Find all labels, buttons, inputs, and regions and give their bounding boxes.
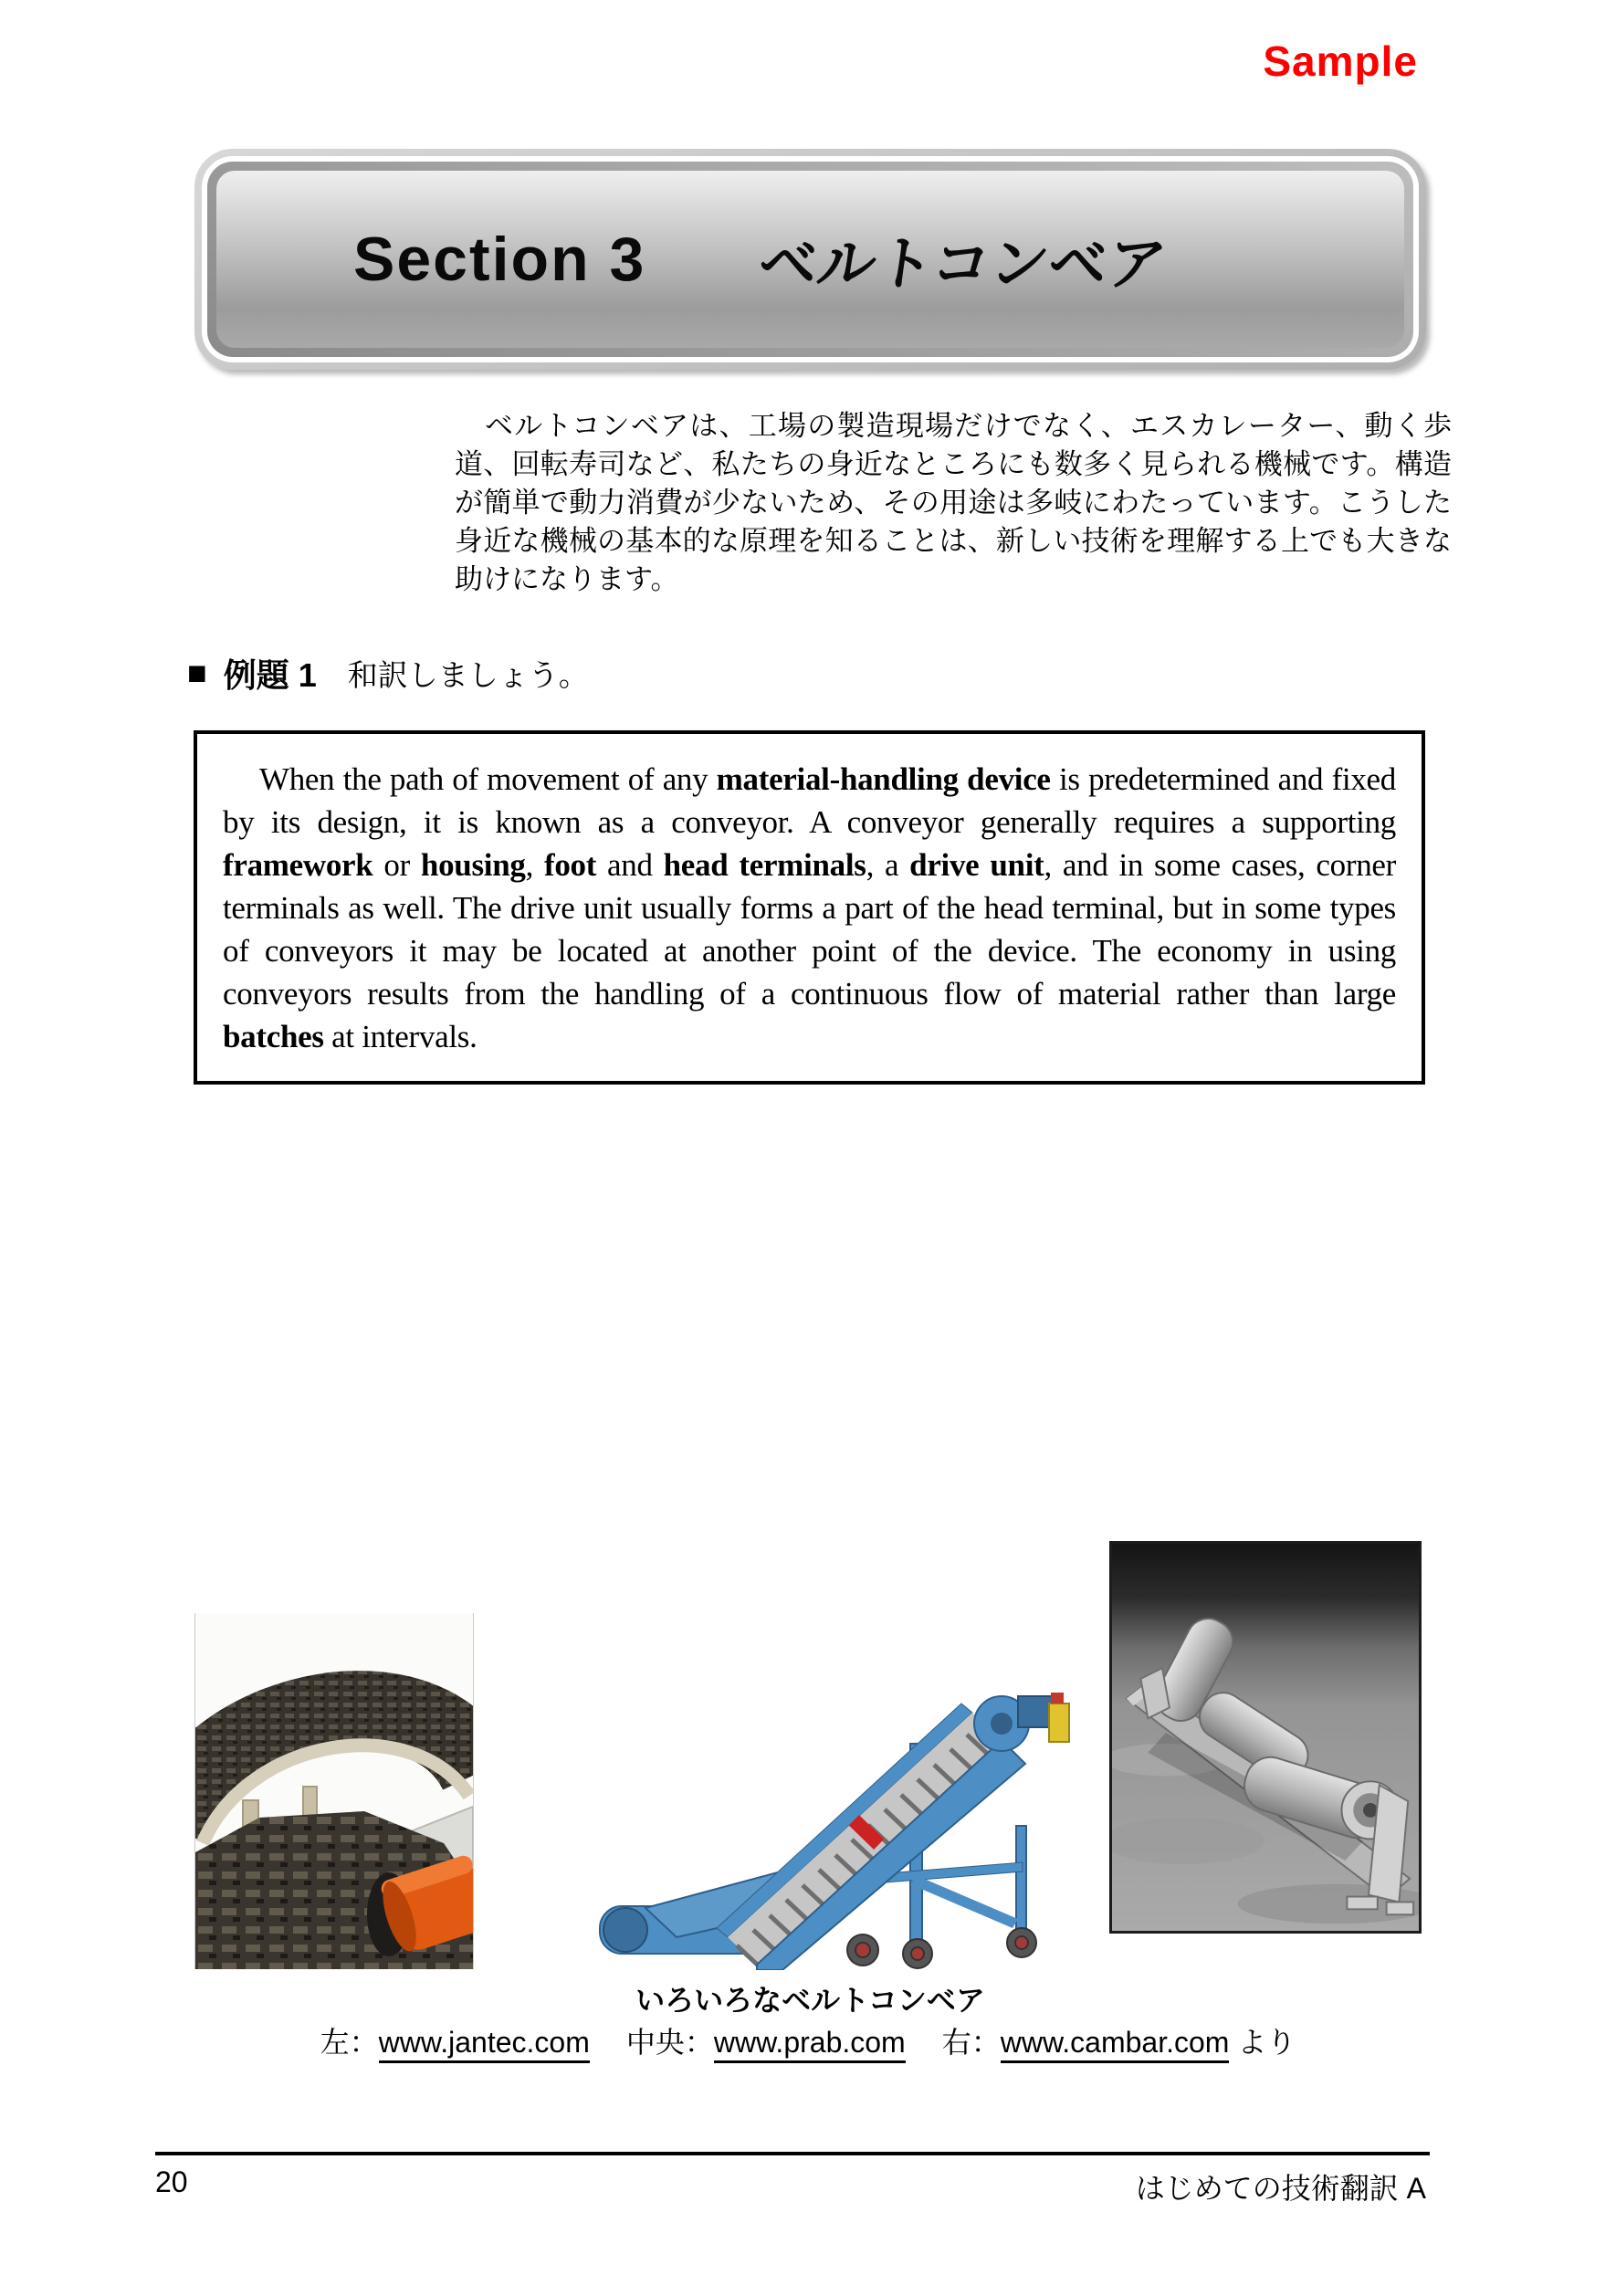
figure-credit xyxy=(320,2026,590,2063)
figure-credit-suffix: より xyxy=(1229,2026,1296,2059)
figure-credit-link[interactable]: www.cambar.com xyxy=(1001,2026,1230,2063)
footer-rule xyxy=(155,2152,1430,2155)
troughed-idler-illustration xyxy=(1112,1544,1419,1931)
page-number: 20 xyxy=(155,2165,188,2198)
figure-credit-label: 左： xyxy=(320,2026,379,2059)
figure-credit-label: 中央： xyxy=(625,2026,714,2059)
figure-curved-chain-conveyor xyxy=(194,1613,474,1969)
figure-caption: いろいろなベルトコンベア xyxy=(635,1984,985,2017)
figure-credit-label: 右： xyxy=(941,2026,1001,2059)
book-title: はじめての技術翻訳 A xyxy=(1135,2172,1426,2205)
translation-passage-box xyxy=(194,730,1425,1085)
passage-text-segment: at intervals. xyxy=(323,1019,477,1054)
sample-watermark: Sample xyxy=(1263,37,1418,85)
example-heading xyxy=(187,650,589,696)
figure-credit xyxy=(942,2026,1296,2059)
translation-passage-text xyxy=(223,758,1396,1058)
passage-keyword: head terminals xyxy=(663,847,866,883)
section-banner-gap xyxy=(202,156,1419,362)
passage-text-segment: is predetermined and fixed by its design, it is known as a conveyor. A conveyor generally requires a supporting xyxy=(223,761,1396,840)
section-banner xyxy=(194,149,1426,370)
figure-inclined-conveyor xyxy=(589,1636,1077,1970)
figure-credits xyxy=(110,2019,1506,2061)
inclined-conveyor-illustration xyxy=(589,1636,1077,1970)
passage-text-segment: , a xyxy=(866,847,910,883)
example-label: 例題 1 xyxy=(223,655,317,694)
section-banner-face xyxy=(216,171,1404,348)
footer xyxy=(155,2165,1426,2207)
passage-text-segment: and xyxy=(596,847,664,883)
figure-credit-link[interactable]: www.prab.com xyxy=(714,2026,906,2063)
passage-keyword: housing xyxy=(420,847,526,883)
figure-troughed-idler xyxy=(1109,1541,1422,1934)
curved-conveyor-illustration xyxy=(195,1613,473,1969)
passage-keyword: framework xyxy=(223,847,373,883)
passage-keyword: foot xyxy=(543,847,597,883)
example-instruction: 和訳しましょう。 xyxy=(347,659,589,693)
figure-credit-link[interactable]: www.jantec.com xyxy=(379,2026,590,2063)
section-banner-ring xyxy=(207,162,1413,357)
section-title: ベルトコンベア xyxy=(754,231,1171,297)
passage-keyword: material-handling device xyxy=(716,761,1051,797)
passage-keyword: batches xyxy=(223,1019,324,1054)
passage-text-segment: , xyxy=(525,847,544,883)
figure-credit xyxy=(626,2026,906,2059)
passage-keyword: drive unit xyxy=(909,847,1044,883)
intro-paragraph: ベルトコンベアは、工場の製造現場だけでなく、エスカレーター、動く歩道、回転寿司など、私たちの身近なところにも数多く見られる機械です。構造が簡単で動力消費が少ないため、その用途は多岐にわたっています。こうした身近な機械の基本的な原理を知ることは、新しい技術を理解する上でも大きな助けになります。 xyxy=(455,410,1452,595)
passage-text-segment: , and in some cases, corner terminals as well. The drive unit usually forms a part of the head terminal, but in some types of conveyors it may be located at another point of the device. The economy in using conveyors results from the handling of a continuous flow of material rather than large xyxy=(223,847,1396,1012)
black-square-bullet: ■ xyxy=(187,654,207,691)
passage-text-segment: When the path of movement of any xyxy=(259,761,717,797)
passage-text-segment: or xyxy=(373,847,421,883)
section-number: Section 3 xyxy=(353,225,646,294)
